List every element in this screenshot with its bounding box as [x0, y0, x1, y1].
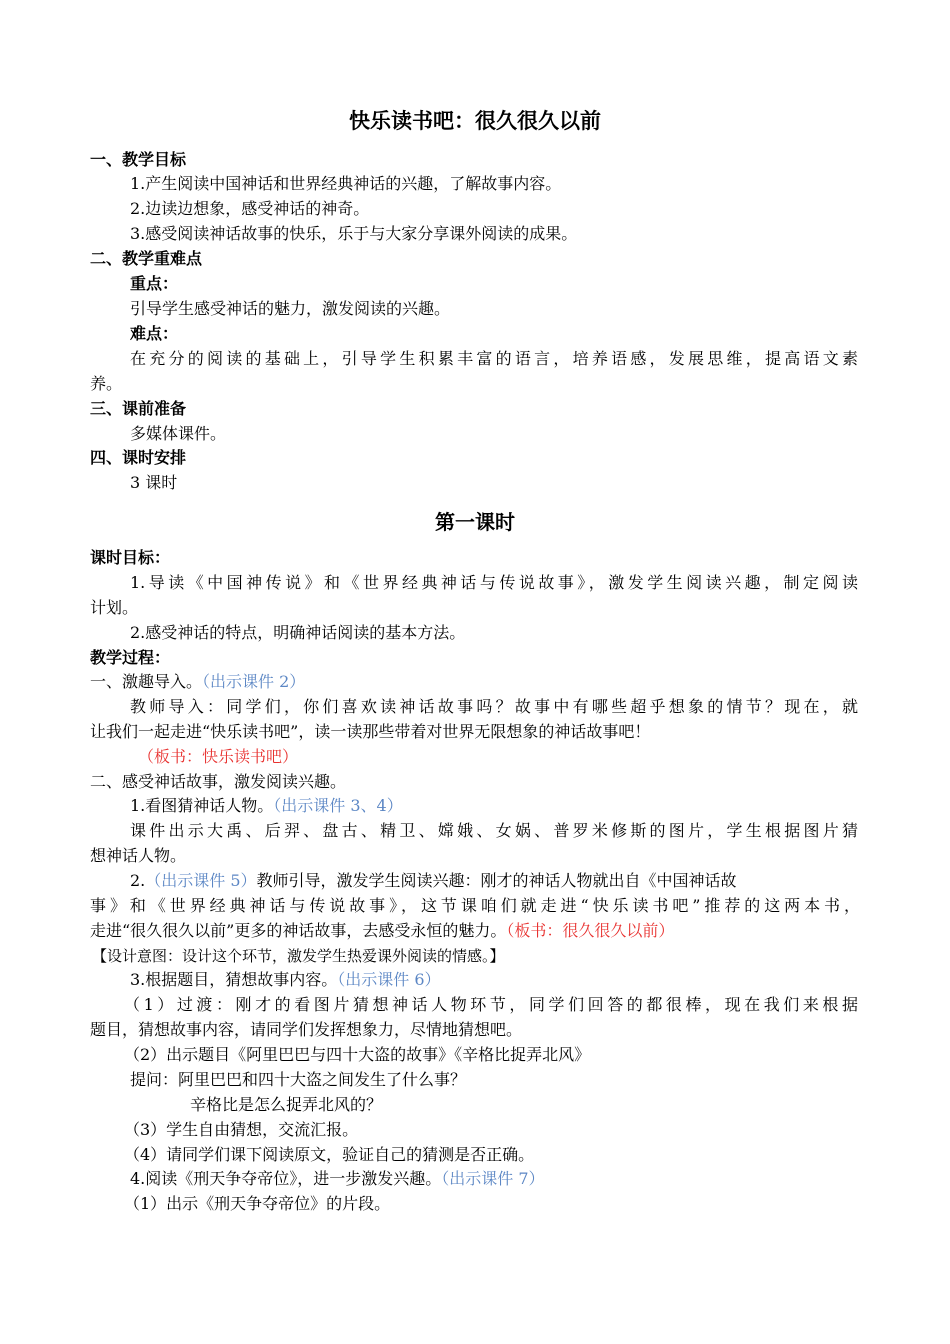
- sub-step: （1）过渡：刚才的看图片猜想神话人物环节，同学们回答的都很棒，现在我们来根据: [124, 995, 858, 1014]
- sub-step: （4）请同学们课下阅读原文，验证自己的猜测是否正确。: [124, 1145, 535, 1164]
- sub-step: （2）出示题目《阿里巴巴与四十大盗的故事》《辛格比捉弄北风》: [124, 1045, 591, 1064]
- activity-description-cont: 想神话人物。: [90, 846, 187, 865]
- document-title: 快乐读书吧：很久很久以前: [349, 109, 601, 133]
- design-intent-note: 【设计意图：设计这个环节，激发学生热爱课外阅读的情感。】: [92, 947, 505, 965]
- activity-text: 走进“很久很久以前”更多的神话故事，去感受永恒的魅力。: [90, 921, 507, 940]
- activity-item: [130, 869, 858, 893]
- difficulty-label: 难点：: [130, 324, 179, 343]
- difficulty-text-cont: 养。: [90, 374, 123, 393]
- objective-item: 1.产生阅读中国神话和世界经典神话的兴趣，了解故事内容。: [130, 174, 562, 193]
- slide-reference: （出示课件 5）: [145, 871, 257, 890]
- step-intro-heading: 一、激趣导入。: [90, 672, 203, 691]
- key-point-text: 引导学生感受神话的魅力，激发阅读的兴趣。: [130, 299, 451, 318]
- activity-text-cont: 事》和《世界经典神话与传说故事》，这节课咱们就走进“快乐读书吧”推荐的这两本书，: [90, 896, 860, 915]
- activity-item: [130, 794, 860, 818]
- slide-reference: （出示课件 3、4）: [273, 796, 403, 815]
- section-heading-objectives: 一、教学目标: [90, 150, 187, 169]
- step-two-heading: 二、感受神话故事，激发阅读兴趣。: [90, 772, 347, 791]
- activity-item: [130, 1167, 860, 1191]
- schedule-text: 3 课时: [130, 473, 178, 492]
- activity-description: 课件出示大禹、后羿、盘古、精卫、嫦娥、女娲、普罗米修斯的图片，学生根据图片猜: [130, 821, 858, 840]
- objective-item: 3.感受阅读神话故事的快乐，乐于与大家分享课外阅读的成果。: [130, 224, 578, 243]
- board-note: （板书：快乐读书吧）: [138, 747, 299, 766]
- lesson-goals-label: 课时目标：: [90, 548, 171, 567]
- section-heading-preparation: 三、课前准备: [90, 399, 187, 418]
- activity-item: [130, 968, 860, 992]
- slide-reference: （出示课件 7）: [441, 1169, 545, 1188]
- activity-text: 教师引导，激发学生阅读兴趣：刚才的神话人物就出自《中国神话故: [256, 871, 737, 890]
- sub-step-cont: 题目，猜想故事内容，请同学们发挥想象力，尽情地猜想吧。: [90, 1020, 523, 1039]
- question: 辛格比是怎么捉弄北风的？: [190, 1095, 383, 1114]
- activity-text-cont: [90, 919, 860, 943]
- activity-text: 3.根据题目，猜想故事内容。: [130, 970, 338, 989]
- intro-paragraph: 教师导入：同学们，你们喜欢读神话故事吗？故事中有哪些超乎想象的情节？现在，就: [130, 697, 858, 716]
- lesson-goal-cont: 计划。: [90, 598, 139, 617]
- lesson-goal: 1.导读《中国神传说》和《世界经典神话与传说故事》，激发学生阅读兴趣，制定阅读: [130, 573, 858, 592]
- sub-step: （1）出示《刑天争夺帝位》的片段。: [124, 1194, 391, 1213]
- question: 提问：阿里巴巴和四十大盗之间发生了什么事？: [130, 1070, 467, 1089]
- objective-item: 2.边读边想象，感受神话的神奇。: [130, 199, 370, 218]
- activity-text: 4.阅读《刑天争夺帝位》，进一步激发兴趣。: [130, 1169, 442, 1188]
- slide-reference: （出示课件 2）: [202, 672, 306, 691]
- section-heading-schedule: 四、课时安排: [90, 448, 187, 467]
- board-note: （板书：很久很久以前）: [506, 921, 675, 940]
- lesson-title: 第一课时: [435, 510, 515, 534]
- difficulty-text: 在充分的阅读的基础上，引导学生积累丰富的语言，培养语感，发展思维，提高语文素: [130, 349, 858, 368]
- lesson-goal: 2.感受神话的特点，明确神话阅读的基本方法。: [130, 623, 466, 642]
- activity-text: 1.看图猜神话人物。: [130, 796, 274, 815]
- sub-step: （3）学生自由猜想，交流汇报。: [124, 1120, 359, 1139]
- section-heading-key-points: 二、教学重难点: [90, 249, 203, 268]
- preparation-text: 多媒体课件。: [130, 424, 227, 443]
- slide-reference: （出示课件 6）: [337, 970, 441, 989]
- intro-paragraph-cont: 让我们一起走进“快乐读书吧”，读一读那些带着对世界无限想象的神话故事吧！: [90, 722, 651, 741]
- key-point-label: 重点：: [130, 274, 179, 293]
- activity-number: 2.: [130, 871, 146, 890]
- step-intro: [90, 670, 860, 694]
- process-label: 教学过程：: [90, 648, 171, 667]
